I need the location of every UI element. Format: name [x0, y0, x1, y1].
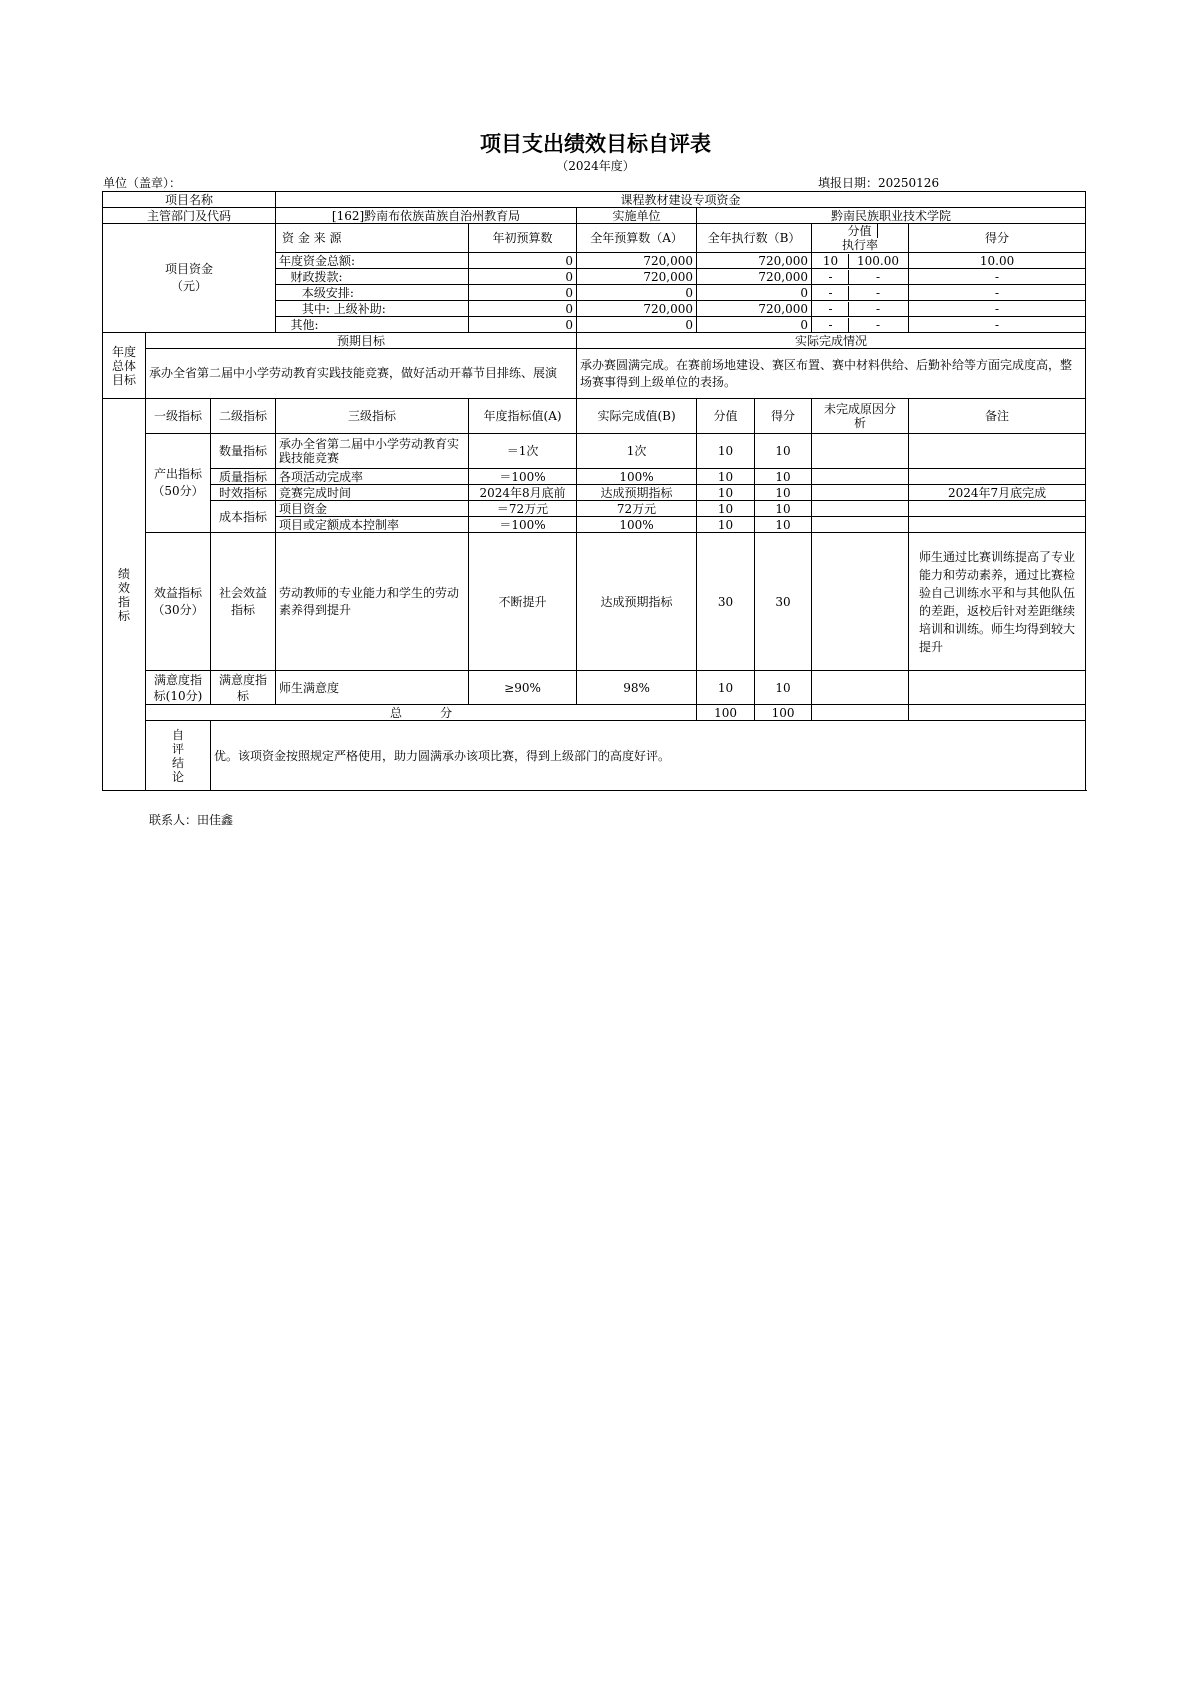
- perf-target: 2024年8月底前: [469, 485, 577, 501]
- funds-initial: 0: [469, 285, 577, 301]
- perf-reason: [812, 434, 909, 469]
- perf-actual: 98%: [577, 671, 697, 705]
- total-score: 100: [755, 705, 812, 721]
- perf-level1-header: 一级指标: [146, 399, 211, 434]
- benefit-label: 效益指标 （30分）: [146, 533, 211, 671]
- perf-row-quantity: [103, 434, 1086, 469]
- funds-source: 其中: 上级补助:: [276, 301, 469, 317]
- impl-label: 实施单位: [577, 208, 697, 224]
- funds-value: -: [813, 318, 849, 332]
- conclusion-row: [103, 721, 1086, 791]
- funds-exec: 0: [697, 317, 812, 333]
- perf-label: 绩 效 指 标: [103, 399, 146, 791]
- unit-label: 单位（盖章）：: [103, 176, 182, 190]
- total-reason: [812, 705, 909, 721]
- perf-score: 10: [755, 517, 812, 533]
- funds-value: -: [813, 286, 849, 300]
- funds-score: -: [909, 285, 1086, 301]
- perf-value: 10: [697, 485, 755, 501]
- perf-target: 不断提升: [469, 533, 577, 671]
- total-value: 100: [697, 705, 755, 721]
- perf-score: 10: [755, 485, 812, 501]
- funds-value: -: [813, 270, 849, 284]
- perf-value: 10: [697, 469, 755, 485]
- perf-reason: [812, 671, 909, 705]
- goals-header-row: [103, 333, 1086, 349]
- perf-l3: 项目资金: [276, 501, 469, 517]
- funds-label: 项目资金 （元）: [103, 224, 276, 333]
- funds-value: -: [813, 302, 849, 316]
- perf-remark: [909, 501, 1086, 517]
- perf-target: ≥90%: [469, 671, 577, 705]
- perf-l3: 竞赛完成时间: [276, 485, 469, 501]
- funds-budget: 720,000: [577, 253, 697, 269]
- perf-value-header: 分值: [697, 399, 755, 434]
- conclusion-text: 优。该项资金按照规定严格使用，助力圆满承办该项比赛，得到上级部门的高度好评。: [211, 721, 1086, 791]
- funds-rate: -: [876, 269, 881, 284]
- funds-value: 10: [813, 254, 849, 268]
- contact-person: 联系人：田佳鑫: [149, 813, 234, 827]
- project-name-row: [103, 192, 1086, 208]
- goals-expected-text: 承办全省第二届中小学劳动教育实践技能竞赛，做好活动开幕节目排练、展演: [146, 349, 577, 399]
- time-label: 时效指标: [211, 485, 276, 501]
- funds-initial: 0: [469, 253, 577, 269]
- output-label: 产出指标 （50分）: [146, 434, 211, 533]
- funds-value-rate: [812, 253, 909, 269]
- page-title: 项目支出绩效目标自评表: [480, 132, 711, 156]
- funds-exec: 720,000: [697, 269, 812, 285]
- perf-reason: [812, 533, 909, 671]
- perf-actual-header: 实际完成值(B): [577, 399, 697, 434]
- perf-value: 10: [697, 501, 755, 517]
- perf-actual: 达成预期指标: [577, 485, 697, 501]
- perf-l3: 项目或定额成本控制率: [276, 517, 469, 533]
- dept-row: [103, 208, 1086, 224]
- funds-rate-header-text: 执行率: [842, 238, 879, 252]
- perf-remark: [909, 517, 1086, 533]
- funds-rate: -: [876, 301, 881, 316]
- perf-remark: [909, 671, 1086, 705]
- funds-value-header: 分值: [842, 224, 878, 238]
- funds-budget-header: 全年预算数（A）: [577, 224, 697, 253]
- perf-actual: 72万元: [577, 501, 697, 517]
- funds-value-rate: [812, 285, 909, 301]
- goals-actual-header: 实际完成情况: [577, 333, 1086, 349]
- goals-label: 年度 总体 目标: [103, 333, 146, 399]
- perf-reason-header: 未完成原因分 析: [812, 399, 909, 434]
- cost-label: 成本指标: [211, 501, 276, 533]
- total-remark: [909, 705, 1086, 721]
- perf-value: 30: [697, 533, 755, 671]
- project-name-label: 项目名称: [103, 192, 276, 208]
- funds-header-row: [103, 224, 1086, 253]
- funds-exec: 720,000: [697, 253, 812, 269]
- perf-remark-header: 备注: [909, 399, 1086, 434]
- funds-score-header: 得分: [909, 224, 1086, 253]
- funds-initial: 0: [469, 269, 577, 285]
- perf-value: 10: [697, 671, 755, 705]
- report-year: （2024年度）: [556, 159, 635, 173]
- perf-score: 10: [755, 469, 812, 485]
- funds-source: 年度资金总额:: [276, 253, 469, 269]
- perf-row-social: [103, 533, 1086, 671]
- total-label: 总 分: [146, 705, 697, 721]
- funds-initial: 0: [469, 301, 577, 317]
- quality-label: 质量指标: [211, 469, 276, 485]
- perf-total-row: [103, 705, 1086, 721]
- perf-score: 30: [755, 533, 812, 671]
- impl-value: 黔南民族职业技术学院: [697, 208, 1086, 224]
- funds-initial: 0: [469, 317, 577, 333]
- perf-l3: 师生满意度: [276, 671, 469, 705]
- perf-row-cost: [103, 501, 1086, 517]
- perf-reason: [812, 485, 909, 501]
- funds-exec: 0: [697, 285, 812, 301]
- funds-initial-header: 年初预算数: [469, 224, 577, 253]
- dept-label: 主管部门及代码: [103, 208, 276, 224]
- perf-target: ＝100%: [469, 517, 577, 533]
- perf-reason: [812, 517, 909, 533]
- satisfaction-label: 满意度指 标(10分): [146, 671, 211, 705]
- conclusion-label: 自 评 结 论: [146, 721, 211, 791]
- perf-actual: 100%: [577, 517, 697, 533]
- perf-score: 10: [755, 671, 812, 705]
- quantity-label: 数量指标: [211, 434, 276, 469]
- perf-remark: [909, 469, 1086, 485]
- funds-budget: 0: [577, 317, 697, 333]
- funds-value-rate: [812, 269, 909, 285]
- evaluation-table: [102, 191, 1086, 791]
- perf-level2-header: 二级指标: [211, 399, 276, 434]
- perf-actual: 达成预期指标: [577, 533, 697, 671]
- perf-remark: 师生通过比赛训练提高了专业能力和劳动素养，通过比赛检验自己训练水平和与其他队伍的差距，返校后针对差距继续培训和训练。师生均得到较大提升: [909, 533, 1086, 671]
- funds-source: 本级安排:: [276, 285, 469, 301]
- funds-score: -: [909, 317, 1086, 333]
- funds-rate-header: [812, 224, 909, 253]
- perf-value: 10: [697, 434, 755, 469]
- funds-exec: 720,000: [697, 301, 812, 317]
- funds-value-rate: [812, 301, 909, 317]
- perf-l3: 承办全省第二届中小学劳动教育实践技能竞赛: [276, 434, 469, 469]
- funds-budget: 0: [577, 285, 697, 301]
- funds-source-header: 资 金 来 源: [276, 224, 469, 253]
- funds-rate: -: [876, 317, 881, 332]
- funds-source: 财政拨款:: [276, 269, 469, 285]
- funds-score: 10.00: [909, 253, 1086, 269]
- perf-row-time: [103, 485, 1086, 501]
- funds-budget: 720,000: [577, 301, 697, 317]
- goals-actual-text: 承办赛圆满完成。在赛前场地建设、赛区布置、赛中材料供给、后勤补给等方面完成度高，整场赛事得到上级单位的表扬。: [577, 349, 1086, 399]
- perf-header-row: [103, 399, 1086, 434]
- funds-rate: -: [876, 285, 881, 300]
- project-name-value: 课程教材建设专项资金: [276, 192, 1086, 208]
- funds-score: -: [909, 301, 1086, 317]
- perf-remark: 2024年7月底完成: [909, 485, 1086, 501]
- funds-rate: 100.00: [857, 253, 900, 268]
- perf-score: 10: [755, 434, 812, 469]
- fill-date: 填报日期：20250126: [818, 176, 940, 190]
- funds-value-rate: [812, 317, 909, 333]
- perf-score-header: 得分: [755, 399, 812, 434]
- satisfaction-l2-label: 满意度指 标: [211, 671, 276, 705]
- perf-l3: 劳动教师的专业能力和学生的劳动素养得到提升: [276, 533, 469, 671]
- perf-reason: [812, 469, 909, 485]
- perf-l3: 各项活动完成率: [276, 469, 469, 485]
- perf-row-quality: [103, 469, 1086, 485]
- perf-target: ＝100%: [469, 469, 577, 485]
- goals-content-row: [103, 349, 1086, 399]
- perf-actual: 1次: [577, 434, 697, 469]
- perf-row-satisfaction: [103, 671, 1086, 705]
- funds-budget: 720,000: [577, 269, 697, 285]
- perf-level3-header: 三级指标: [276, 399, 469, 434]
- goals-expected-header: 预期目标: [146, 333, 577, 349]
- funds-score: -: [909, 269, 1086, 285]
- perf-value: 10: [697, 517, 755, 533]
- funds-exec-header: 全年执行数（B）: [697, 224, 812, 253]
- dept-value: [162]黔南布依族苗族自治州教育局: [276, 208, 577, 224]
- perf-actual: 100%: [577, 469, 697, 485]
- perf-reason: [812, 501, 909, 517]
- perf-target: ＝1次: [469, 434, 577, 469]
- perf-remark: [909, 434, 1086, 469]
- perf-target-header: 年度指标值(A): [469, 399, 577, 434]
- social-label: 社会效益 指标: [211, 533, 276, 671]
- funds-source: 其他:: [276, 317, 469, 333]
- perf-score: 10: [755, 501, 812, 517]
- perf-target: ＝72万元: [469, 501, 577, 517]
